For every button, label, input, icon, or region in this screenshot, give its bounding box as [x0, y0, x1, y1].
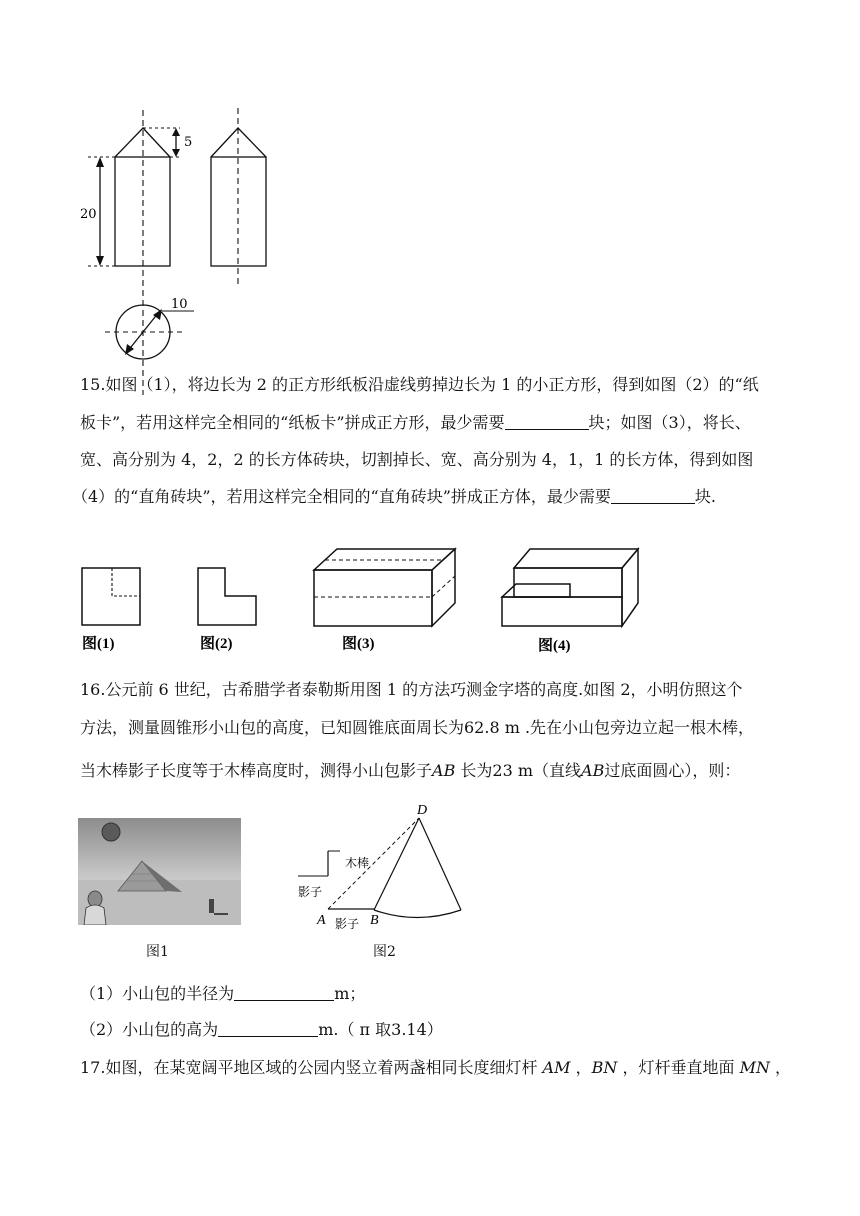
caption-fig1: 图(1): [82, 636, 115, 652]
fig3-brick: [314, 549, 455, 626]
fig1-cut-line: [112, 568, 140, 596]
cone-base-arc: [374, 910, 461, 918]
label-B: B: [370, 913, 379, 928]
cone-left-edge: [374, 818, 419, 910]
fig4-right-angle-brick: [502, 549, 638, 626]
pyramid-photo: [78, 818, 241, 925]
answer-blank[interactable]: [218, 1020, 318, 1037]
label-stick: 木棒: [345, 856, 370, 870]
q17-line1: 17.如图，在某宽阔平地区域的公园内竖立着两盏相同长度细灯杆 AM ，BN ，灯杆垂直地面 MN ，: [80, 1058, 792, 1077]
q16-line1: 16.公元前 6 世纪，古希腊学者泰勒斯用图 1 的方法巧测金字塔的高度.如图 2，小明仿照这个: [80, 680, 743, 699]
caption-fig2: 图(2): [200, 636, 233, 652]
cone-diagram: [290, 800, 470, 940]
q16-sub2: （2）小山包的高为 m.（ π 取3.14）: [80, 1020, 443, 1039]
three-view-figure: [70, 100, 310, 400]
q15-figures: [60, 540, 660, 660]
cone-right-edge: [419, 818, 461, 910]
q15-line1: 15.如图（1），将边长为 2 的正方形纸板沿虚线剪掉边长为 1 的小正方形，得到如图（2）的“纸: [80, 375, 759, 394]
q15-line2: 板卡”，若用这样完全相同的“纸板卡”拼成正方形，最少需要 块；如图（3），将长、: [80, 413, 751, 432]
label-20: 20: [80, 207, 97, 222]
label-A: A: [317, 913, 326, 928]
q15-line3: 宽、高分别为 4，2，2 的长方体砖块，切割掉长、宽、高分别为 4，1，1 的长方体，得到如图: [80, 450, 754, 469]
sun-ray-line: [328, 818, 419, 909]
stick-icon: [209, 899, 214, 913]
fig2-caption: 图2: [373, 944, 396, 960]
fig2-board: [198, 568, 256, 625]
fig3-cut-lines: [314, 560, 455, 597]
q16-sub1: （1）小山包的半径为 m；: [80, 984, 366, 1003]
q16-line2: 方法，测量圆锥形小山包的高度，已知圆锥底面周长为62.8 m .先在小山包旁边立起一根木棒，: [80, 718, 755, 737]
q15-line4: （4）的“直角砖块”，若用这样完全相同的“直角砖块”拼成正方体，最少需要 块.: [72, 487, 716, 506]
label-shadow-1: 影子: [298, 885, 323, 899]
sun-icon: [102, 823, 120, 841]
label-10: 10: [171, 297, 188, 312]
answer-blank[interactable]: [611, 487, 695, 504]
caption-fig4: 图(4): [538, 638, 571, 654]
label-5: 5: [184, 135, 193, 150]
answer-blank[interactable]: [505, 413, 589, 430]
caption-fig3: 图(3): [342, 636, 375, 652]
label-D: D: [417, 803, 428, 818]
q16-line3: 当木棒影子长度等于木棒高度时，测得小山包影子AB 长为23 m（直线AB过底面圆心），则：: [80, 761, 741, 780]
label-shadow-2: 影子: [335, 917, 360, 931]
fig1-caption: 图1: [146, 944, 169, 960]
answer-blank[interactable]: [234, 984, 334, 1001]
